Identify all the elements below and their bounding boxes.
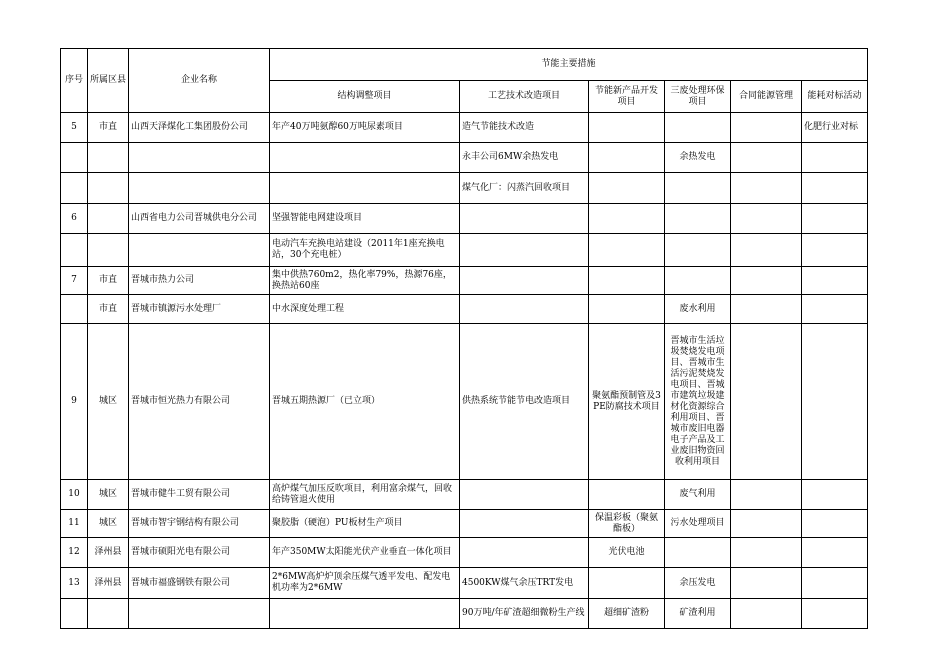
cell-company — [129, 599, 270, 629]
cell-structure — [270, 173, 460, 204]
cell-district — [88, 143, 129, 173]
cell-seq: 9 — [61, 324, 88, 480]
cell-company: 晋城市福盛钢铁有限公司 — [129, 568, 270, 599]
cell-structure: 高炉煤气加压反吹项目，利用富余煤气，回收给铸管退火使用 — [270, 480, 460, 510]
cell-seq — [61, 143, 88, 173]
cell-company: 山西天泽煤化工集团股份公司 — [129, 113, 270, 143]
table-row — [61, 599, 868, 629]
cell-district: 泽州县 — [88, 568, 129, 599]
header-measures: 节能主要措施 — [270, 49, 868, 81]
cell-process: 4500KW煤气余压TRT发电 — [460, 568, 589, 599]
cell-waste: 矿渣利用 — [665, 599, 731, 629]
cell-waste — [665, 267, 731, 295]
cell-newprod: 保温彩板（聚氨酯板） — [589, 510, 665, 538]
cell-company: 晋城市硕阳光电有限公司 — [129, 538, 270, 568]
cell-company: 晋城市镇源污水处理厂 — [129, 295, 270, 324]
cell-benchmark — [802, 204, 868, 234]
cell-process — [460, 267, 589, 295]
cell-seq — [61, 173, 88, 204]
cell-waste: 余热发电 — [665, 143, 731, 173]
cell-newprod — [589, 234, 665, 267]
cell-benchmark — [802, 295, 868, 324]
table-row — [61, 143, 868, 173]
cell-district: 城区 — [88, 510, 129, 538]
cell-structure — [270, 599, 460, 629]
cell-company — [129, 234, 270, 267]
cell-contract — [731, 568, 802, 599]
cell-benchmark — [802, 173, 868, 204]
cell-benchmark — [802, 599, 868, 629]
cell-district: 市直 — [88, 267, 129, 295]
table-row — [61, 295, 868, 324]
cell-district — [88, 234, 129, 267]
cell-seq: 10 — [61, 480, 88, 510]
cell-process: 造气节能技术改造 — [460, 113, 589, 143]
cell-newprod — [589, 143, 665, 173]
cell-company: 晋城市恒光热力有限公司 — [129, 324, 270, 480]
cell-seq: 12 — [61, 538, 88, 568]
cell-structure — [270, 143, 460, 173]
cell-process — [460, 204, 589, 234]
cell-seq: 13 — [61, 568, 88, 599]
cell-structure: 年产350MW太阳能光伏产业垂直一体化项目 — [270, 538, 460, 568]
cell-newprod — [589, 267, 665, 295]
cell-contract — [731, 599, 802, 629]
energy-saving-measures-table — [60, 48, 868, 629]
cell-company: 晋城市健牛工贸有限公司 — [129, 480, 270, 510]
cell-seq: 5 — [61, 113, 88, 143]
table-row — [61, 234, 868, 267]
cell-benchmark — [802, 267, 868, 295]
cell-seq — [61, 599, 88, 629]
cell-district: 市直 — [88, 295, 129, 324]
cell-district — [88, 204, 129, 234]
cell-benchmark — [802, 568, 868, 599]
cell-company: 晋城市智宇钢结构有限公司 — [129, 510, 270, 538]
table-row — [61, 113, 868, 143]
table-row — [61, 204, 868, 234]
table-row — [61, 568, 868, 599]
cell-newprod: 超细矿渣粉 — [589, 599, 665, 629]
cell-seq: 6 — [61, 204, 88, 234]
cell-contract — [731, 143, 802, 173]
cell-seq: 7 — [61, 267, 88, 295]
cell-contract — [731, 234, 802, 267]
cell-contract — [731, 204, 802, 234]
cell-company — [129, 173, 270, 204]
cell-waste: 晋城市生活垃圾焚烧发电项目、晋城市生活污泥焚烧发电项目、晋城市建筑垃圾建材化资源综合利用项目、晋城市废旧电器电子产品及工业废旧物资回收利用项目 — [665, 324, 731, 480]
cell-waste — [665, 173, 731, 204]
header-seq: 序号 — [61, 49, 88, 113]
cell-process — [460, 234, 589, 267]
cell-seq — [61, 295, 88, 324]
cell-structure: 聚胶脂（硬泡）PU板材生产项目 — [270, 510, 460, 538]
table-body — [61, 113, 868, 629]
cell-newprod — [589, 113, 665, 143]
cell-benchmark — [802, 234, 868, 267]
header-row-1 — [61, 49, 868, 81]
cell-company — [129, 143, 270, 173]
cell-contract — [731, 480, 802, 510]
table-row — [61, 510, 868, 538]
cell-process: 永丰公司6MW余热发电 — [460, 143, 589, 173]
cell-benchmark: 化肥行业对标 — [802, 113, 868, 143]
cell-waste — [665, 538, 731, 568]
table-row — [61, 480, 868, 510]
cell-benchmark — [802, 480, 868, 510]
table-row — [61, 173, 868, 204]
cell-company: 晋城市热力公司 — [129, 267, 270, 295]
table-row — [61, 324, 868, 480]
cell-process — [460, 480, 589, 510]
cell-contract — [731, 510, 802, 538]
header-structure: 结构调整项目 — [270, 81, 460, 113]
cell-contract — [731, 267, 802, 295]
cell-structure: 年产40万吨氨醇60万吨尿素项目 — [270, 113, 460, 143]
cell-structure: 晋城五期热源厂（已立项） — [270, 324, 460, 480]
cell-newprod: 聚氨酯预制管及3PE防腐技术项目 — [589, 324, 665, 480]
cell-waste: 余压发电 — [665, 568, 731, 599]
cell-waste: 废气利用 — [665, 480, 731, 510]
table-row — [61, 267, 868, 295]
cell-process: 90万吨/年矿渣超细微粉生产线 — [460, 599, 589, 629]
cell-newprod — [589, 480, 665, 510]
header-benchmark: 能耗对标活动 — [802, 81, 868, 113]
cell-waste: 污水处理项目 — [665, 510, 731, 538]
header-process: 工艺技术改造项目 — [460, 81, 589, 113]
cell-newprod — [589, 295, 665, 324]
cell-district: 泽州县 — [88, 538, 129, 568]
cell-structure: 坚强智能电网建设项目 — [270, 204, 460, 234]
cell-process: 供热系统节能节电改造项目 — [460, 324, 589, 480]
cell-newprod — [589, 204, 665, 234]
cell-newprod — [589, 173, 665, 204]
cell-waste — [665, 113, 731, 143]
cell-structure: 2*6MW高炉炉顶余压煤气透平发电、配发电机功率为2*6MW — [270, 568, 460, 599]
cell-company: 山西省电力公司晋城供电分公司 — [129, 204, 270, 234]
cell-structure: 集中供热760m2，热化率79%，热源76座，换热站60座 — [270, 267, 460, 295]
cell-newprod: 光伏电池 — [589, 538, 665, 568]
cell-waste: 废水利用 — [665, 295, 731, 324]
cell-benchmark — [802, 324, 868, 480]
cell-district — [88, 599, 129, 629]
cell-district — [88, 173, 129, 204]
cell-benchmark — [802, 510, 868, 538]
cell-contract — [731, 538, 802, 568]
cell-structure: 电动汽车充换电站建设（2011年1座充换电站，30个充电桩） — [270, 234, 460, 267]
cell-district: 城区 — [88, 324, 129, 480]
cell-seq — [61, 234, 88, 267]
cell-contract — [731, 324, 802, 480]
cell-contract — [731, 113, 802, 143]
cell-structure: 中水深度处理工程 — [270, 295, 460, 324]
cell-process: 煤气化厂：闪蒸汽回收项目 — [460, 173, 589, 204]
table-row — [61, 538, 868, 568]
header-contract: 合同能源管理 — [731, 81, 802, 113]
cell-benchmark — [802, 538, 868, 568]
cell-process — [460, 538, 589, 568]
header-district: 所属区县 — [88, 49, 129, 113]
cell-benchmark — [802, 143, 868, 173]
cell-waste — [665, 234, 731, 267]
cell-district: 城区 — [88, 480, 129, 510]
cell-newprod — [589, 568, 665, 599]
header-company: 企业名称 — [129, 49, 270, 113]
cell-process — [460, 295, 589, 324]
cell-process — [460, 510, 589, 538]
header-waste: 三废处理环保项目 — [665, 81, 731, 113]
cell-waste — [665, 204, 731, 234]
cell-seq: 11 — [61, 510, 88, 538]
cell-contract — [731, 173, 802, 204]
header-newprod: 节能新产品开发项目 — [589, 81, 665, 113]
cell-contract — [731, 295, 802, 324]
cell-district: 市直 — [88, 113, 129, 143]
